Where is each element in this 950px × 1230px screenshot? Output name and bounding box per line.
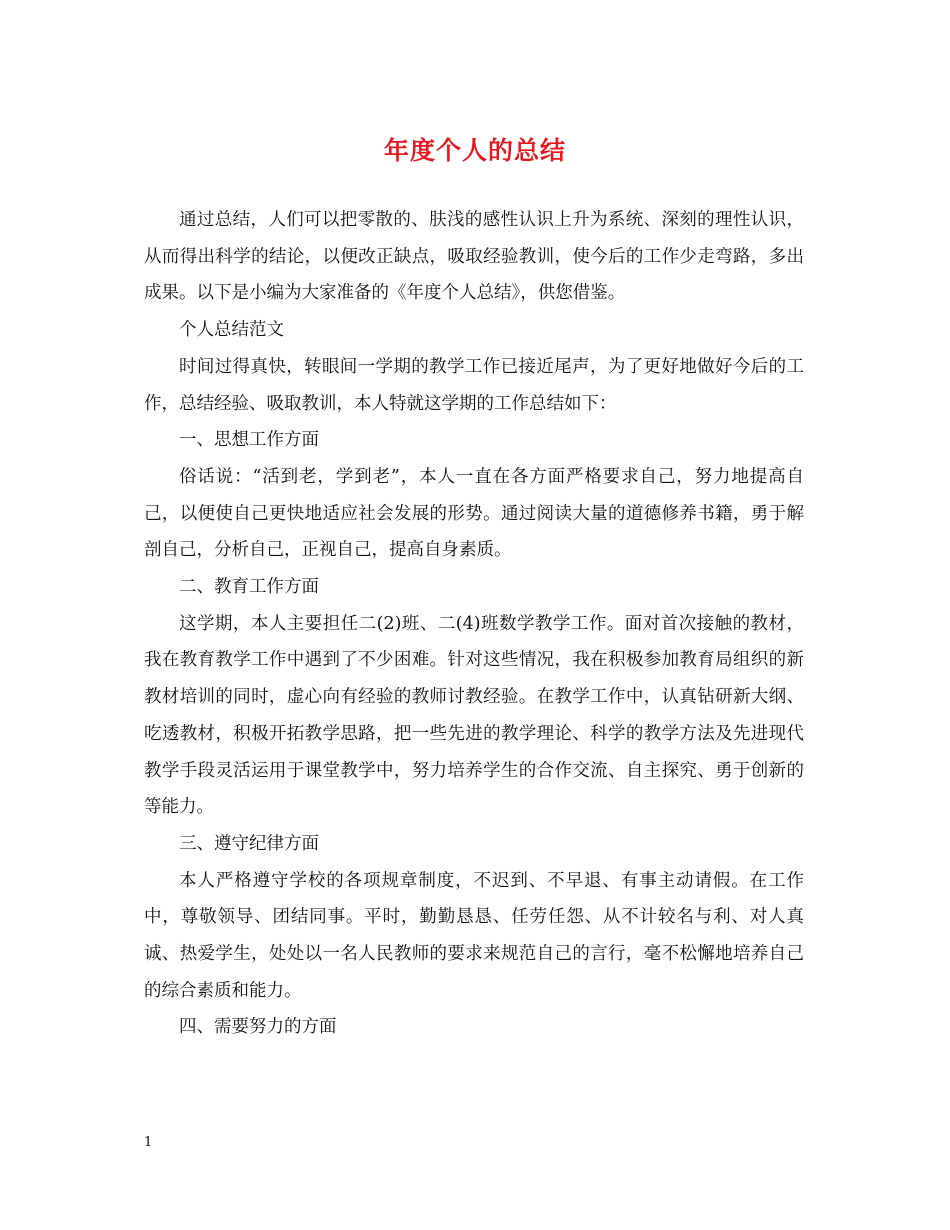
section-heading-improvement: 四、需要努力的方面 <box>179 1017 337 1038</box>
document-body <box>144 202 804 1046</box>
paragraph-intro: 通过总结，人们可以把零散的、肤浅的感性认识上升为系统、深刻的理性认识，从而得出科学的结论，以便改正缺点，吸取经验教训，使今后的工作少走弯路，多出成果。以下是小编为大家准备的《年度个人总结》，供您借鉴。 <box>144 210 804 304</box>
document-title: 年度个人的总结 <box>383 136 566 165</box>
section-heading-discipline: 三、遵守纪律方面 <box>179 833 319 854</box>
page-number: 1 <box>144 1135 153 1150</box>
paragraph-discipline: 本人严格遵守学校的各项规章制度，不迟到、不早退、有事主动请假。在工作中，尊敬领导、团结同事。平时，勤勤恳恳、任劳任怨、从不计较名与利、对人真诚、热爱学生，处处以一名人民教师的要求来规范自己的言行，毫不松懈地培养自己的综合素质和能力。 <box>144 870 804 1001</box>
paragraph-opening: 时间过得真快，转眼间一学期的教学工作已接近尾声，为了更好地做好今后的工作，总结经验、吸取教训，本人特就这学期的工作总结如下： <box>144 356 804 414</box>
section-heading-thought: 一、思想工作方面 <box>179 430 319 451</box>
paragraph-thought: 俗话说：“活到老，学到老”，本人一直在各方面严格要求自己，努力地提高自己，以便使自己更快地适应社会发展的形势。通过阅读大量的道德修养书籍，勇于解剖自己，分析自己，正视自己，提高自身素质。 <box>144 466 804 561</box>
paragraph-education: 这学期，本人主要担任二(2)班、二(4)班数学教学工作。面对首次接触的教材，我在教育教学工作中遇到了不少困难。针对这些情况，我在积极参加教育局组织的新教材培训的同时，虚心向有经验的教师讨教经验。在教学工作中，认真钻研新大纲、吃透教材，积极开拓教学思路，把一些先进的教学理论、科学的教学方法及先进现代教学手段灵活运用于课堂教学中，努力培养学生的合作交流、自主探究、勇于创新的等能力。 <box>144 613 804 818</box>
paragraph-heading-sample: 个人总结范文 <box>179 320 284 341</box>
section-heading-education: 二、教育工作方面 <box>179 577 319 598</box>
